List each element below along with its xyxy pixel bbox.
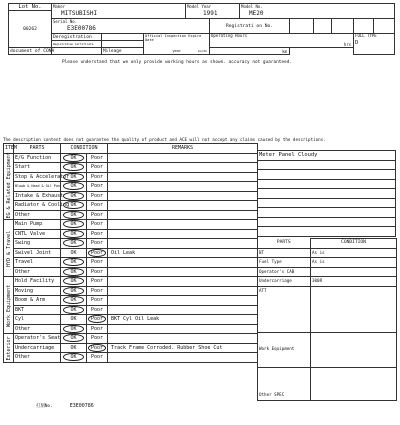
part-name: Other <box>14 267 61 277</box>
lot-no-value: 00262 <box>9 11 52 48</box>
poor-cell <box>87 153 108 163</box>
remark-text <box>108 153 258 163</box>
poor-cell <box>87 239 108 249</box>
model-no-cell <box>240 4 395 19</box>
model-no-value: ME20 <box>249 9 264 17</box>
ok-cell <box>61 239 87 249</box>
remark-text <box>108 163 258 173</box>
col-item-header: ITEM <box>5 145 18 151</box>
deregistration-box <box>102 34 144 41</box>
spec-value: 300R <box>311 277 397 287</box>
inspection-row <box>4 210 258 220</box>
serial-no-label: Serial No. <box>53 19 78 25</box>
registration-box-5 <box>374 19 395 34</box>
mileage-cell <box>102 48 290 55</box>
spec-row <box>258 286 397 332</box>
poor-mark: Poor <box>90 335 104 341</box>
poor-mark: Poor <box>90 325 104 332</box>
inspection-row <box>4 286 258 296</box>
ok-cell <box>61 324 87 334</box>
inspection-row <box>4 334 258 344</box>
inspection-row <box>4 353 258 363</box>
model-year-value: 1991 <box>203 9 218 17</box>
part-name: Main Pump <box>14 220 61 230</box>
category-label: Work Equipment <box>4 277 14 334</box>
registration-box-1 <box>290 19 314 34</box>
remarks-row <box>258 189 396 199</box>
ok-cell <box>61 296 87 306</box>
remark-text <box>108 267 258 277</box>
ok-cell <box>61 210 87 220</box>
remark-text <box>108 286 258 296</box>
part-name: Boom & Arm <box>14 296 61 306</box>
remark-text <box>108 172 258 182</box>
poor-cell <box>87 315 108 325</box>
model-year-cell <box>186 4 240 19</box>
inspection-row <box>4 182 258 192</box>
fuel-type-value: D <box>355 39 359 46</box>
spec-label: Other SPEC <box>258 367 311 400</box>
poor-mark: Poor <box>90 192 104 199</box>
poor-cell <box>87 248 108 258</box>
poor-cell <box>87 334 108 344</box>
poor-mark: Poor <box>90 154 104 161</box>
serial-no-value: E3E00786 <box>67 24 96 32</box>
spec-value <box>311 367 397 400</box>
remark-text: Oil Leak <box>108 248 258 258</box>
poor-mark: Poor <box>90 173 104 180</box>
poor-mark: Poor <box>90 183 104 189</box>
poor-mark: Poor <box>90 287 104 294</box>
remarks-text <box>258 160 396 170</box>
official-inspection-label: Official Inspection Expire Date <box>145 34 202 42</box>
col-condition-header: CONDITION <box>61 144 108 154</box>
remarks-row <box>258 170 396 180</box>
remarks-panel <box>257 150 396 237</box>
ok-mark: OK <box>63 296 83 304</box>
poor-cell <box>87 220 108 230</box>
remarks-text <box>258 208 396 218</box>
ok-cell <box>61 334 87 344</box>
maker-label: Maker <box>53 4 66 10</box>
part-name: Swing <box>14 239 61 249</box>
poor-cell <box>87 229 108 239</box>
poor-cell <box>87 353 108 363</box>
inspection-row <box>4 324 258 334</box>
ok-cell <box>61 229 87 239</box>
ok-cell <box>61 153 87 163</box>
ok-mark: OK <box>63 154 83 162</box>
remark-text <box>108 182 258 192</box>
category-label: HYD & Travel <box>4 220 14 277</box>
poor-cell <box>87 182 108 192</box>
mileage-label: Mileage <box>103 48 122 54</box>
spec-label: ATT <box>258 286 311 332</box>
inspection-row <box>4 248 258 258</box>
inspection-row <box>4 229 258 239</box>
remarks-text <box>258 189 396 199</box>
ok-cell <box>61 191 87 201</box>
remarks-row <box>258 227 396 237</box>
hours-disclaimer: Please understand that we only provide working hours as shown. accuracy not guaranteed. <box>62 60 292 65</box>
ok-mark: OK <box>63 258 83 266</box>
poor-mark: Poor <box>90 221 104 227</box>
part-name: Other <box>14 353 61 363</box>
poor-cell <box>87 201 108 211</box>
maker-cell <box>52 4 186 19</box>
ok-cell <box>61 182 87 192</box>
inspection-month-label: month <box>197 49 208 53</box>
registration-certificate-box <box>102 41 144 48</box>
poor-mark: Poor <box>90 354 104 360</box>
registration-box-4 <box>354 19 374 34</box>
ok-mark: OK <box>63 277 83 285</box>
inspection-row <box>4 267 258 277</box>
category-label: EG & Related Equipment <box>4 153 14 220</box>
ok-cell <box>61 201 87 211</box>
spec-value <box>311 286 397 332</box>
remark-text <box>108 220 258 230</box>
fuel-type-cell <box>354 34 395 55</box>
poor-mark: Poor <box>90 230 104 237</box>
poor-mark: Poor <box>90 164 104 170</box>
remark-text <box>108 210 258 220</box>
parts-header: PARTS <box>276 239 291 245</box>
ok-cell <box>61 315 87 325</box>
remarks-text <box>258 217 396 227</box>
poor-mark: Poor <box>90 297 104 303</box>
remark-text: BKT Cyl Oil Leak <box>108 315 258 325</box>
remark-text <box>108 353 258 363</box>
poor-mark: Poor <box>90 240 104 246</box>
footer-label: 打刻No. <box>36 404 53 409</box>
inspection-table <box>3 143 258 363</box>
footer-stamp <box>36 403 94 409</box>
remark-text <box>108 324 258 334</box>
remarks-row <box>258 217 396 227</box>
inspection-row <box>4 315 258 325</box>
spec-label: Work Equipment <box>258 332 311 367</box>
remark-text <box>108 191 258 201</box>
model-no-label: Model No. <box>241 4 263 10</box>
remarks-text: Meter Panel Cloudy <box>258 151 396 161</box>
poor-cell <box>87 277 108 287</box>
poor-cell <box>87 210 108 220</box>
ok-cell <box>61 305 87 315</box>
vehicle-info-table <box>8 3 395 55</box>
part-name: Cyl <box>14 315 61 325</box>
hrs-label: hrs <box>343 42 352 47</box>
remark-text <box>108 277 258 287</box>
document-label: document of CONA <box>10 48 55 54</box>
col-remarks-header: REMARKS <box>108 144 258 154</box>
poor-cell <box>87 191 108 201</box>
remark-text <box>108 305 258 315</box>
ok-mark: OK <box>63 334 83 342</box>
remark-text <box>108 258 258 268</box>
remark-text <box>108 239 258 249</box>
poor-mark: Poor <box>90 306 104 313</box>
col-parts-header: PARTS <box>14 144 61 154</box>
ok-cell <box>61 248 87 258</box>
poor-cell <box>87 258 108 268</box>
model-year-label: Model Year <box>187 4 212 10</box>
poor-mark: Poor <box>88 315 106 323</box>
ok-mark: OK <box>63 173 83 181</box>
inspection-row <box>4 239 258 249</box>
remarks-text <box>258 227 396 237</box>
registration-no-label: Registrati on No. <box>210 19 290 34</box>
remarks-row <box>258 151 396 161</box>
poor-cell <box>87 296 108 306</box>
inspection-row <box>4 305 258 315</box>
ok-mark: OK <box>63 192 83 200</box>
ok-cell <box>61 172 87 182</box>
part-name: Other <box>14 210 61 220</box>
part-name: Start <box>14 163 61 173</box>
poor-cell <box>87 163 108 173</box>
ok-mark: OK <box>63 220 83 228</box>
part-name: Stop & Accelerator <box>15 173 70 180</box>
part-name: Travel <box>14 258 61 268</box>
document-box <box>52 48 102 55</box>
description-notice: The description content does not guarantee the quality of product and ACE will not accept any claims caused by the descriptions. <box>3 137 326 142</box>
poor-mark: Poor <box>88 249 106 257</box>
remark-text <box>108 229 258 239</box>
remarks-row <box>258 179 396 189</box>
part-name: Intake & Exhaust <box>15 192 64 199</box>
deregistration-label: Deregistration <box>52 34 102 41</box>
ok-mark: OK <box>63 268 83 276</box>
ok-mark: OK <box>63 201 83 209</box>
category-label: Exterior <box>4 334 14 363</box>
part-name: BKT <box>14 305 61 315</box>
ok-mark: OK <box>63 306 83 314</box>
inspection-row <box>4 258 258 268</box>
ok-cell <box>61 258 87 268</box>
part-name: Operator's Seat <box>15 335 61 341</box>
lot-no-label: Lot No. <box>9 4 52 11</box>
fuel-type-label: FULL TYPE <box>355 33 377 38</box>
remarks-row <box>258 160 396 170</box>
km-label: km <box>282 49 288 54</box>
part-name: Other <box>14 324 61 334</box>
inspection-row <box>4 201 258 211</box>
ok-cell <box>61 343 87 353</box>
part-name: Blowb & Head & Oil Pan <box>14 182 61 192</box>
remark-text: Track Frame Corroded. Rubber Shoe Cut <box>108 343 258 353</box>
inspection-row <box>4 172 258 182</box>
inspection-row <box>4 153 258 163</box>
condition-header: CONDITION <box>311 239 397 249</box>
inspection-row <box>4 191 258 201</box>
poor-cell <box>87 343 108 353</box>
spec-value <box>311 267 397 277</box>
registration-box-3 <box>332 19 354 34</box>
part-name: Moving <box>14 286 61 296</box>
poor-cell <box>87 172 108 182</box>
part-name: CNTL Valve <box>14 229 61 239</box>
parts-condition-table <box>257 238 397 401</box>
part-name: E/G Function <box>14 153 61 163</box>
ok-mark: OK <box>70 316 77 322</box>
poor-cell <box>87 305 108 315</box>
inspection-row <box>4 343 258 353</box>
ok-mark: OK <box>63 353 83 361</box>
registration-box-2 <box>314 19 332 34</box>
remarks-text <box>258 198 396 208</box>
ok-cell <box>61 267 87 277</box>
ok-mark: OK <box>63 230 83 238</box>
ok-mark: OK <box>63 163 83 171</box>
spec-row <box>258 277 397 287</box>
poor-cell <box>87 286 108 296</box>
operating-hours-cell <box>210 34 354 48</box>
remarks-text <box>258 179 396 189</box>
poor-mark: Poor <box>90 202 104 208</box>
remarks-text <box>258 170 396 180</box>
poor-mark: Poor <box>90 211 104 218</box>
maker-value: MITSUBISHI <box>61 9 98 17</box>
poor-cell <box>87 324 108 334</box>
spec-row <box>258 367 397 400</box>
spec-row <box>258 248 397 258</box>
remarks-row <box>258 198 396 208</box>
poor-mark: Poor <box>90 268 104 275</box>
remark-text <box>108 201 258 211</box>
inspection-row <box>4 163 258 173</box>
spec-value: As is <box>311 258 397 268</box>
part-name: Swivel Joint <box>14 248 61 258</box>
ok-mark: OK <box>63 239 83 247</box>
ok-mark: OK <box>63 287 83 295</box>
inspection-row <box>4 277 258 287</box>
spec-label: Operator's CAB <box>258 267 311 277</box>
inspection-row <box>4 220 258 230</box>
poor-mark: Poor <box>88 344 106 352</box>
ok-mark: OK <box>63 211 83 219</box>
remark-text <box>108 334 258 344</box>
inspection-year-label: year <box>172 49 182 53</box>
part-name: Radiator & Cooling <box>15 202 70 208</box>
spec-label: Fuel Type <box>258 258 311 268</box>
spec-row <box>258 332 397 367</box>
ok-cell <box>61 286 87 296</box>
poor-mark: Poor <box>90 259 104 265</box>
poor-mark: Poor <box>90 278 104 284</box>
ok-cell <box>61 353 87 363</box>
ok-cell <box>61 220 87 230</box>
spec-value: As is <box>311 248 397 258</box>
inspection-row <box>4 296 258 306</box>
ok-mark: OK <box>63 325 83 333</box>
spec-row <box>258 267 397 277</box>
spec-value <box>311 332 397 367</box>
part-name: Undercarriage <box>14 343 61 353</box>
ok-cell <box>61 163 87 173</box>
operating-hours-label: Operating Hours <box>211 33 248 38</box>
spec-row <box>258 258 397 268</box>
part-name: Hold Facility <box>14 277 61 287</box>
registration-certificate-label: Registration Certificate <box>52 41 102 48</box>
poor-cell <box>87 267 108 277</box>
ok-mark: OK <box>63 182 83 190</box>
remark-text <box>108 296 258 306</box>
serial-no-cell <box>52 19 210 34</box>
ok-mark: OK <box>70 344 77 351</box>
spec-label: BT <box>258 248 311 258</box>
remarks-row <box>258 208 396 218</box>
ok-mark: OK <box>70 249 77 256</box>
footer-value: E3E00786 <box>69 403 94 409</box>
spec-label: Undercarriage <box>258 277 311 287</box>
ok-cell <box>61 277 87 287</box>
